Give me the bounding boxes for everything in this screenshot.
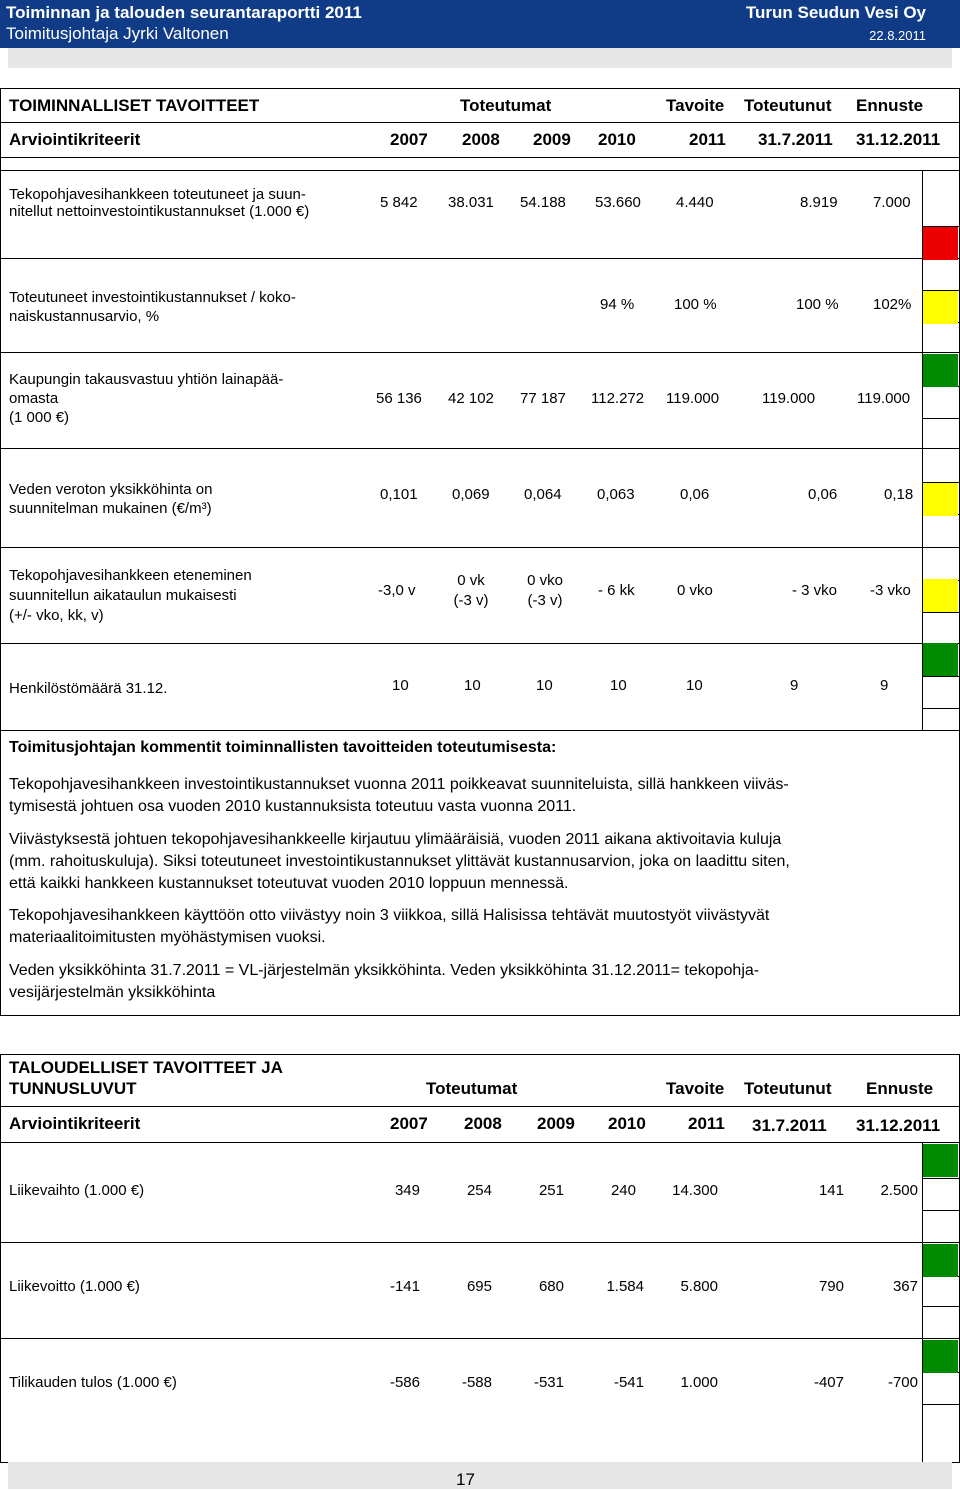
year-2008: 2008: [462, 130, 500, 149]
date-31-7-2011: 31.7.2011: [758, 130, 833, 149]
table-cell: 77 187: [520, 390, 566, 407]
table-cell: 9: [790, 677, 799, 694]
table-cell: 790: [818, 1278, 844, 1295]
table-cell: -3 vko: [870, 582, 911, 599]
row-label: Tilikauden tulos (1.000 €): [9, 1374, 177, 1391]
table-cell: 0,064: [524, 486, 562, 503]
criteria-label: Arviointikriteerit: [9, 1114, 141, 1133]
year-2009: 2009: [537, 1114, 575, 1133]
status-indicator-green: [923, 1244, 958, 1277]
status-indicator-green: [923, 643, 958, 676]
status-indicator-yellow: [923, 579, 958, 612]
table-cell: 102%: [873, 296, 912, 313]
col-ennuste: Ennuste: [856, 96, 924, 115]
table-cell: 0,101: [380, 486, 418, 503]
table-cell: 254: [466, 1182, 492, 1199]
footer-band: [8, 1462, 952, 1489]
table-cell: 0,063: [597, 486, 635, 503]
status-indicator-yellow: [923, 291, 958, 324]
criteria-label: Arviointikriteerit: [9, 130, 141, 149]
table-cell: 112.272: [591, 390, 645, 407]
year-2011: 2011: [688, 1114, 725, 1133]
table-cell: 0 vko (-3 v): [527, 572, 563, 609]
table-cell: -3,0 v: [378, 582, 416, 599]
row-label: Tekopohjavesihankkeen eteneminen suunnitellun aikataulun mukaisesti (+/- vko, kk, v): [9, 567, 252, 624]
row-label: Liikevaihto (1.000 €): [9, 1182, 145, 1199]
header-band: [8, 48, 952, 68]
table-cell: 349: [394, 1182, 420, 1199]
table-cell: -407: [813, 1374, 844, 1391]
table-cell: 0,069: [452, 486, 490, 503]
table-cell: 5.800: [680, 1278, 718, 1295]
row-label: Toteutuneet investointikustannukset / koko- naiskustannusarvio, %: [9, 289, 296, 325]
table-cell: 94 %: [600, 296, 635, 313]
year-2010: 2010: [598, 130, 636, 149]
year-2008: 2008: [464, 1114, 502, 1133]
report-title: Toiminnan ja talouden seurantaraportti 2011: [6, 3, 362, 22]
table-cell: 100 %: [796, 296, 839, 313]
row-label: Tekopohjavesihankkeen toteutuneet ja suun- nitellut nettoinvestointikustannukset (1.000 €): [9, 186, 310, 220]
report-subtitle: Toimitusjohtaja Jyrki Valtonen: [6, 24, 229, 43]
date-31-7-2011: 31.7.2011: [752, 1116, 827, 1135]
table-cell: 119.000: [762, 390, 816, 407]
financial-heading: TALOUDELLISET TAVOITTEET JA TUNNUSLUVUT: [9, 1058, 283, 1098]
col-toteutunut: Toteutunut: [744, 96, 832, 115]
comment-paragraph: Veden yksikköhinta 31.7.2011 = VL-järjestelmän yksikköhinta. Veden yksikköhinta 31.12.2011= tekopohja- vesijärjestelmän yksikköhinta: [9, 962, 760, 1001]
table-cell: -141: [389, 1278, 420, 1295]
table-cell: 5 842: [380, 194, 418, 211]
table-cell: -700: [887, 1374, 918, 1391]
table-cell: 240: [610, 1182, 636, 1199]
table-cell: 119.000: [857, 390, 911, 407]
table-cell: 10: [536, 677, 553, 694]
col-toteutumat: Toteutumat: [426, 1079, 518, 1098]
table-cell: 53.660: [595, 194, 641, 211]
table-cell: 251: [538, 1182, 564, 1199]
table-cell: 141: [818, 1182, 844, 1199]
table-cell: -541: [613, 1374, 644, 1391]
table-cell: 119.000: [666, 390, 720, 407]
table-cell: 4.440: [676, 194, 714, 211]
table-cell: -588: [461, 1374, 492, 1391]
table-cell: 42 102: [448, 390, 494, 407]
year-2007: 2007: [390, 130, 428, 149]
comment-paragraph: Tekopohjavesihankkeen investointikustannukset vuonna 2011 poikkeavat suunniteluista, sillä hankkeen viiväs- tymisestä johtuen osa vuoden 2010 kustannuksista toteutuu vasta vuonna 2011.: [9, 776, 789, 815]
table-cell: -531: [533, 1374, 564, 1391]
table-cell: 695: [466, 1278, 492, 1295]
table-cell: 0,06: [680, 486, 710, 503]
status-indicator-green: [923, 1144, 958, 1177]
comments-heading: Toimitusjohtajan kommentit toiminnallisten tavoitteiden toteutumisesta:: [9, 739, 557, 756]
table-cell: 0,06: [808, 486, 838, 503]
comment-paragraph: Viivästyksestä johtuen tekopohjavesihankkeelle kirjautuu ylimääräisiä, vuoden 2011 aikana aktivoitavia kuluja (mm. rahoituskuluja). Siksi toteutuneet investointikustannukset ylittävät kustannusarvion, joka on laadittu siten, että kaikki hankkeen kustannukset toteutuvat vuoden 2010 loppuun mennessä.: [9, 831, 790, 892]
row-label: Kaupungin takausvastuu yhtiön lainapää- omasta (1 000 €): [9, 371, 284, 426]
table-cell: 10: [686, 677, 703, 694]
table-cell: 7.000: [873, 194, 911, 211]
row-label: Veden veroton yksikköhinta on suunnitelman mukainen (€/m³): [9, 481, 213, 517]
table-cell: 8.919: [800, 194, 838, 211]
table-cell: 54.188: [520, 194, 566, 211]
table-cell: 0 vk (-3 v): [453, 572, 489, 609]
table-cell: 2.500: [880, 1182, 918, 1199]
table-cell: 56 136: [376, 390, 422, 407]
status-indicator-green: [923, 354, 958, 387]
table-cell: 1.584: [606, 1278, 644, 1295]
col-toteutunut: Toteutunut: [744, 1079, 832, 1098]
table-cell: 14.300: [672, 1182, 718, 1199]
col-tavoite: Tavoite: [666, 1079, 725, 1098]
report-header: [0, 0, 960, 48]
date-31-12-2011: 31.12.2011: [856, 130, 941, 149]
status-indicator-red: [923, 227, 958, 260]
table-cell: - 6 kk: [598, 582, 635, 599]
status-indicator-green: [923, 1340, 958, 1373]
comment-paragraph: Tekopohjavesihankkeen käyttöön otto viivästyy noin 3 viikkoa, sillä Halisissa tehtävät muutostyöt viivästyvät materiaalitoimitusten myöhästymisen vuoksi.: [9, 907, 770, 946]
col-toteutumat: Toteutumat: [460, 96, 552, 115]
row-label: Liikevoitto (1.000 €): [9, 1278, 140, 1295]
table-cell: 38.031: [448, 194, 494, 211]
report-date: 22.8.2011: [869, 28, 926, 43]
status-indicator-yellow: [923, 483, 958, 516]
col-tavoite: Tavoite: [666, 96, 725, 115]
row-label: Henkilöstömäärä 31.12.: [9, 680, 168, 697]
year-2010: 2010: [608, 1114, 646, 1133]
table-cell: 10: [610, 677, 627, 694]
operative-heading: TOIMINNALLISET TAVOITTEET: [9, 96, 260, 115]
table-cell: 367: [892, 1278, 918, 1295]
table-cell: 10: [464, 677, 481, 694]
company-name: Turun Seudun Vesi Oy: [745, 3, 926, 22]
year-2011: 2011: [689, 130, 726, 149]
table-cell: 1.000: [680, 1374, 718, 1391]
table-cell: 0 vko: [677, 582, 713, 599]
year-2007: 2007: [390, 1114, 428, 1133]
col-ennuste: Ennuste: [866, 1079, 934, 1098]
table-cell: 0,18: [884, 486, 914, 503]
table-cell: 10: [392, 677, 409, 694]
table-cell: 680: [538, 1278, 564, 1295]
table-cell: - 3 vko: [792, 582, 838, 599]
table-cell: -586: [389, 1374, 420, 1391]
page-number: 17: [456, 1470, 475, 1489]
date-31-12-2011: 31.12.2011: [856, 1116, 941, 1135]
table-cell: 9: [880, 677, 889, 694]
table-cell: 100 %: [674, 296, 717, 313]
year-2009: 2009: [533, 130, 571, 149]
